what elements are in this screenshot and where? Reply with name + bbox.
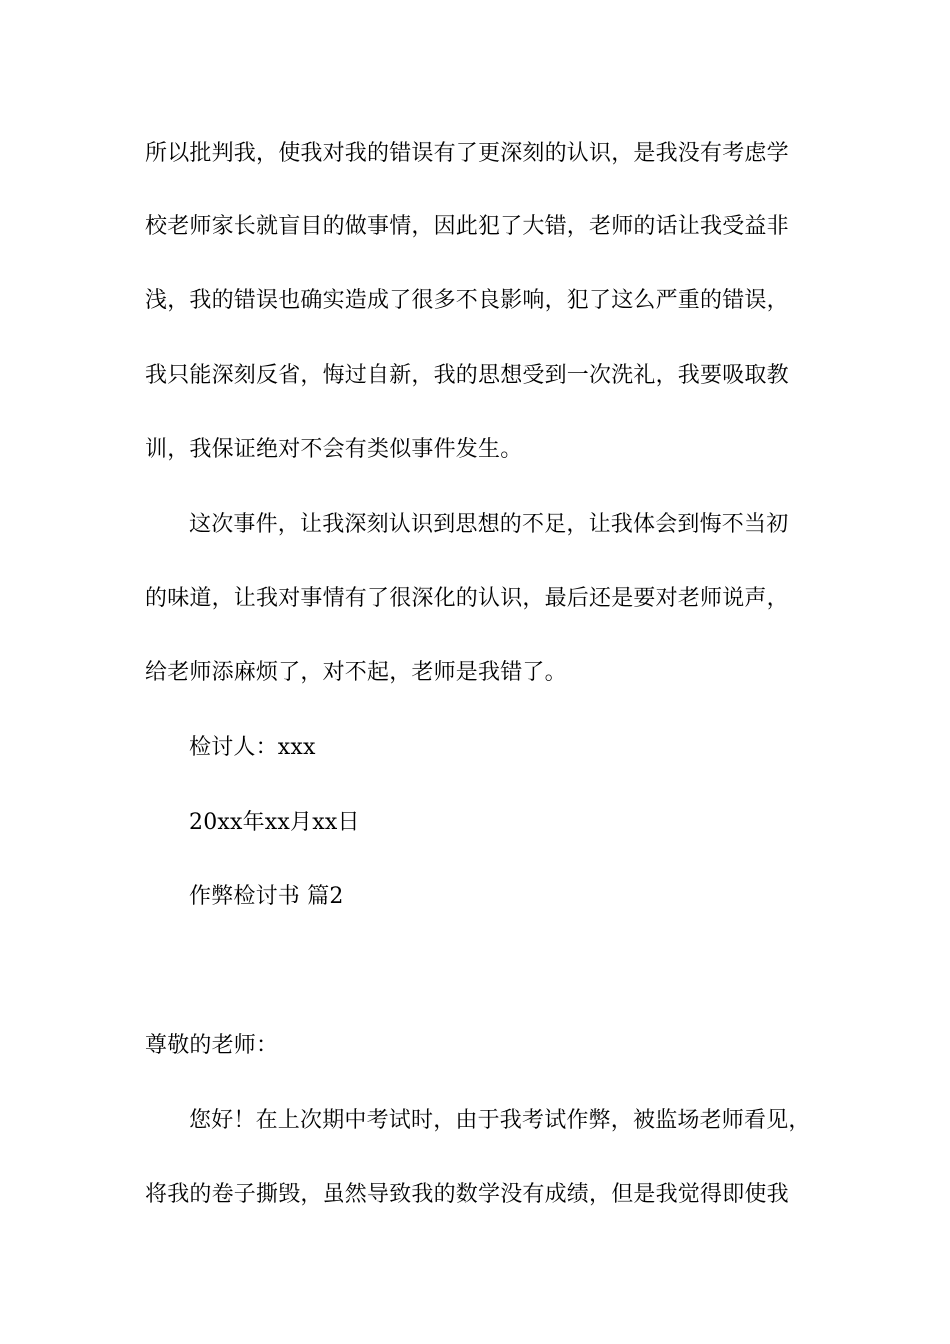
date-line: 20xx年xx月xx日 xyxy=(189,810,360,835)
paragraph-line: 给老师添麻烦了，对不起，老师是我错了。 xyxy=(145,660,567,685)
paragraph-line: 所以批判我，使我对我的错误有了更深刻的认识，是我没有考虑学 xyxy=(145,141,789,166)
salutation: 尊敬的老师： xyxy=(145,1033,279,1058)
signature-line: 检讨人：xxx xyxy=(189,735,316,760)
paragraph-line: 这次事件，让我深刻认识到思想的不足，让我体会到悔不当初 xyxy=(189,512,789,537)
section-title: 作弊检讨书 篇2 xyxy=(189,884,344,909)
paragraph-line: 训，我保证绝对不会有类似事件发生。 xyxy=(145,437,523,462)
paragraph-line: 我只能深刻反省，悔过自新，我的思想受到一次洗礼，我要吸取教 xyxy=(145,363,789,388)
paragraph-line: 的味道，让我对事情有了很深化的认识，最后还是要对老师说声， xyxy=(145,586,789,611)
paragraph-line: 校老师家长就盲目的做事情，因此犯了大错，老师的话让我受益非 xyxy=(145,214,789,239)
paragraph-line: 浅，我的错误也确实造成了很多不良影响，犯了这么严重的错误， xyxy=(145,288,789,313)
paragraph-line: 将我的卷子撕毁，虽然导致我的数学没有成绩，但是我觉得即使我 xyxy=(145,1182,789,1207)
paragraph-line: 您好！在上次期中考试时，由于我考试作弊，被监场老师看见， xyxy=(189,1108,811,1133)
